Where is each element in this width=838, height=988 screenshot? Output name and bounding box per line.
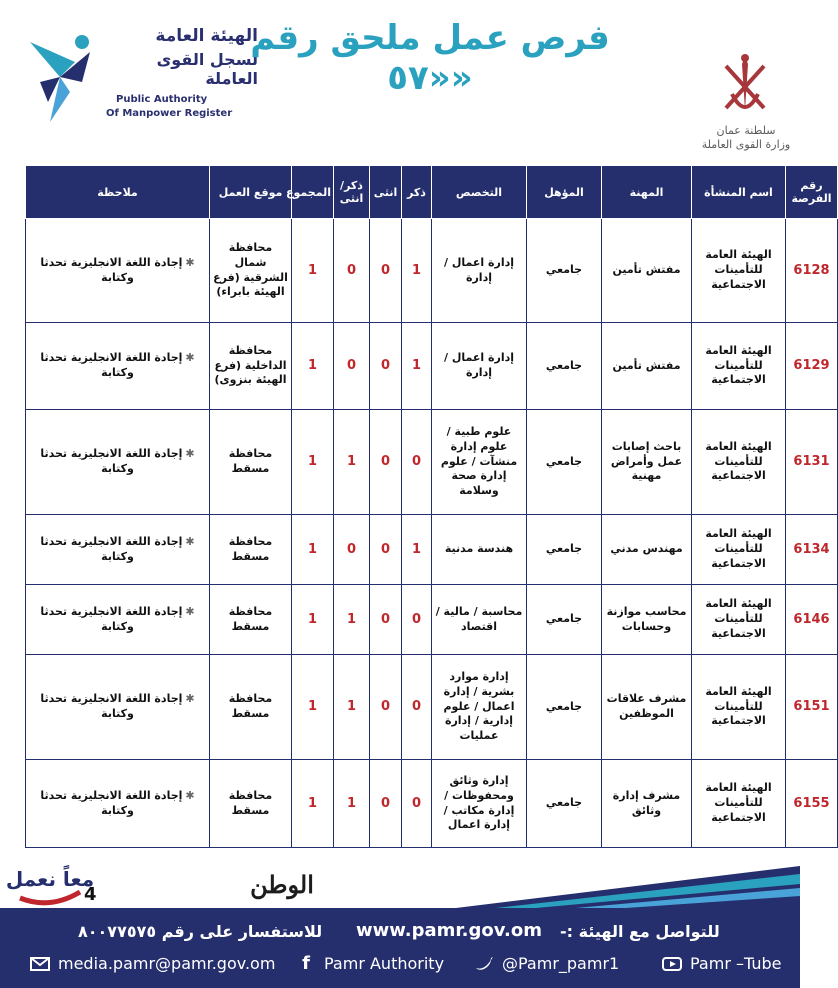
cell-qualification: جامعي bbox=[527, 655, 602, 760]
cell-location: محافظة مسقط bbox=[210, 410, 292, 515]
facebook-text: Pamr Authority bbox=[324, 954, 445, 973]
cell-id: 6131 bbox=[786, 410, 838, 515]
note-text: إجادة اللغة الانجليزية تحدثا وكتابة bbox=[40, 351, 183, 379]
cell-specialization: علوم طبية / علوم إدارة منشآت / علوم إدارة صحة وسلامة bbox=[432, 410, 527, 515]
newspaper-name: الوطن bbox=[250, 870, 314, 899]
oman-khanjar-emblem-icon bbox=[712, 50, 778, 124]
cell-male: 0 bbox=[402, 655, 432, 760]
header-male-female: ذكر/ انثى bbox=[334, 166, 370, 219]
cell-male-female: 1 bbox=[334, 585, 370, 655]
header-establishment: اسم المنشأة bbox=[692, 166, 786, 219]
table-row bbox=[26, 515, 838, 585]
newspaper-logo bbox=[234, 870, 330, 906]
cell-id: 6128 bbox=[786, 219, 838, 323]
cell-location: محافظة مسقط bbox=[210, 585, 292, 655]
cell-establishment: الهيئة العامة للتأمينات الاجتماعية bbox=[692, 585, 786, 655]
cell-male-female: 0 bbox=[334, 219, 370, 323]
cell-male: 0 bbox=[402, 585, 432, 655]
cell-female: 0 bbox=[370, 323, 402, 410]
cell-id: 6134 bbox=[786, 515, 838, 585]
table-row bbox=[26, 760, 838, 848]
cell-male-female: 0 bbox=[334, 515, 370, 585]
cell-profession: مشرف إدارة وثائق bbox=[602, 760, 692, 848]
cell-establishment: الهيئة العامة للتأمينات الاجتماعية bbox=[692, 410, 786, 515]
cell-total: 1 bbox=[292, 410, 334, 515]
cell-male: 1 bbox=[402, 323, 432, 410]
cell-male-female: 1 bbox=[334, 655, 370, 760]
table-row bbox=[26, 655, 838, 760]
cell-qualification: جامعي bbox=[527, 219, 602, 323]
table-header-row bbox=[26, 166, 838, 219]
cell-profession: مفتش تأمين bbox=[602, 323, 692, 410]
youtube-text: Pamr –Tube bbox=[690, 954, 782, 973]
pamr-name-en-line1: Public Authority bbox=[116, 94, 208, 105]
header-id: رقم الفرصة bbox=[786, 166, 838, 219]
cell-location: محافظة شمال الشرقية (فرع الهيئة بابراء) bbox=[210, 219, 292, 323]
cell-qualification: جامعي bbox=[527, 323, 602, 410]
cell-total: 1 bbox=[292, 760, 334, 848]
cell-male: 1 bbox=[402, 515, 432, 585]
jobs-table bbox=[25, 165, 838, 848]
youtube-icon bbox=[662, 955, 682, 973]
facebook-item[interactable] bbox=[296, 954, 444, 973]
table-row bbox=[26, 323, 838, 410]
cell-female: 0 bbox=[370, 655, 402, 760]
cell-specialization: إدارة اعمال / إدارة bbox=[432, 219, 527, 323]
twitter-icon bbox=[474, 955, 494, 973]
cell-notes bbox=[26, 760, 210, 848]
header-location: موقع العمل bbox=[210, 166, 292, 219]
pamr-name-ar-line1: الهيئة العامة bbox=[155, 26, 258, 46]
cell-female: 0 bbox=[370, 219, 402, 323]
cell-profession: مشرف علاقات الموظفين bbox=[602, 655, 692, 760]
cell-specialization: إدارة موارد بشرية / إدارة اعمال / علوم إدارية / إدارة عمليات bbox=[432, 655, 527, 760]
campaign-logo-text: معاً نعمل bbox=[5, 867, 95, 891]
table-row bbox=[26, 585, 838, 655]
cell-male-female: 1 bbox=[334, 410, 370, 515]
facebook-icon: f bbox=[302, 953, 310, 974]
header bbox=[0, 0, 800, 168]
cell-id: 6155 bbox=[786, 760, 838, 848]
cell-qualification: جامعي bbox=[527, 410, 602, 515]
oman-sultanate-text: سلطنة عمان bbox=[716, 124, 776, 137]
cell-establishment: الهيئة العامة للتأمينات الاجتماعية bbox=[692, 323, 786, 410]
note-text: إجادة اللغة الانجليزية تحدثا وكتابة bbox=[40, 604, 183, 633]
cell-female: 0 bbox=[370, 585, 402, 655]
cell-total: 1 bbox=[292, 515, 334, 585]
pamr-logo bbox=[20, 22, 260, 132]
pamr-name-en-line2: Of Manpower Register bbox=[106, 108, 233, 119]
cell-notes bbox=[26, 323, 210, 410]
header-total: المجموع bbox=[292, 166, 334, 219]
bullet-icon: ✱ bbox=[185, 255, 195, 269]
cell-establishment: الهيئة العامة للتأمينات الاجتماعية bbox=[692, 655, 786, 760]
cell-male: 1 bbox=[402, 219, 432, 323]
cell-location: محافظة مسقط bbox=[210, 760, 292, 848]
pamr-name-ar-line2: لسجل القوى العاملة bbox=[156, 50, 258, 88]
cell-total: 1 bbox=[292, 655, 334, 760]
email-text: media.pamr@pamr.gov.om bbox=[58, 954, 276, 973]
inquiry-number: للاستفسار على رقم ٨٠٠٧٧٥٧٥ bbox=[78, 922, 323, 941]
cell-establishment: الهيئة العامة للتأمينات الاجتماعية bbox=[692, 515, 786, 585]
cell-total: 1 bbox=[292, 323, 334, 410]
bullet-icon: ✱ bbox=[185, 604, 195, 618]
twitter-text: @Pamr_pamr1 bbox=[502, 954, 620, 973]
note-text: إجادة اللغة الانجليزية تحدثا وكتابة bbox=[40, 255, 183, 284]
youtube-item[interactable] bbox=[662, 954, 781, 973]
cell-total: 1 bbox=[292, 585, 334, 655]
cell-male: 0 bbox=[402, 410, 432, 515]
note-text: إجادة اللغة الانجليزية تحدثا وكتابة bbox=[40, 692, 183, 720]
campaign-logo-icon bbox=[5, 848, 95, 910]
header-qualification: المؤهل bbox=[527, 166, 602, 219]
cell-male-female: 0 bbox=[334, 323, 370, 410]
bullet-icon: ✱ bbox=[185, 788, 195, 802]
cell-profession: محاسب موازنة وحسابات bbox=[602, 585, 692, 655]
cell-specialization: هندسة مدنية bbox=[432, 515, 527, 585]
header-profession: المهنة bbox=[602, 166, 692, 219]
cell-notes bbox=[26, 585, 210, 655]
cell-establishment: الهيئة العامة للتأمينات الاجتماعية bbox=[692, 219, 786, 323]
oman-ministry-text: وزارة القوى العاملة bbox=[701, 138, 791, 151]
website-link[interactable]: www.pamr.gov.om bbox=[356, 920, 542, 941]
cell-id: 6151 bbox=[786, 655, 838, 760]
header-notes: ملاحظة bbox=[26, 166, 210, 219]
cell-profession: باحث إصابات عمل وأمراض مهنية bbox=[602, 410, 692, 515]
header-male: ذكر bbox=[402, 166, 432, 219]
cell-male-female: 1 bbox=[334, 760, 370, 848]
cell-notes bbox=[26, 410, 210, 515]
jobs-table-wrapper bbox=[25, 165, 832, 848]
cell-notes bbox=[26, 219, 210, 323]
note-text: إجادة اللغة الانجليزية تحدثا وكتابة bbox=[40, 534, 183, 563]
footer-bar bbox=[0, 908, 800, 988]
cell-qualification: جامعي bbox=[527, 585, 602, 655]
cell-location: محافظة مسقط bbox=[210, 515, 292, 585]
bullet-icon: ✱ bbox=[185, 534, 195, 548]
cell-specialization: محاسبة / مالية / اقتصاد bbox=[432, 585, 527, 655]
cell-id: 6129 bbox=[786, 323, 838, 410]
cell-qualification: جامعي bbox=[527, 515, 602, 585]
contact-label: للتواصل مع الهيئة :- bbox=[560, 922, 720, 941]
email-item[interactable] bbox=[30, 954, 275, 973]
header-specialization: التخصص bbox=[432, 166, 527, 219]
cell-establishment: الهيئة العامة للتأمينات الاجتماعية bbox=[692, 760, 786, 848]
cell-profession: مفتش تأمين bbox=[602, 219, 692, 323]
cell-location: محافظة الداخلية (فرع الهيئة بنزوى) bbox=[210, 323, 292, 410]
cell-female: 0 bbox=[370, 760, 402, 848]
decorative-stripes bbox=[456, 866, 800, 908]
pamr-figure-icon bbox=[20, 22, 100, 132]
table-row bbox=[26, 410, 838, 515]
cell-specialization: إدارة وثائق ومحفوظات / إدارة مكاتب / إدارة اعمال bbox=[432, 760, 527, 848]
bullet-icon: ✱ bbox=[185, 351, 195, 365]
cell-id: 6146 bbox=[786, 585, 838, 655]
email-icon bbox=[30, 955, 50, 973]
cell-notes bbox=[26, 655, 210, 760]
header-female: انثى bbox=[370, 166, 402, 219]
note-text: إجادة اللغة الانجليزية تحدثا وكتابة bbox=[40, 788, 183, 817]
cell-profession: مهندس مدني bbox=[602, 515, 692, 585]
note-text: إجادة اللغة الانجليزية تحدثا وكتابة bbox=[40, 447, 183, 475]
cell-specialization: إدارة اعمال / إدارة bbox=[432, 323, 527, 410]
cell-location: محافظة مسقط bbox=[210, 655, 292, 760]
cell-total: 1 bbox=[292, 219, 334, 323]
bullet-icon: ✱ bbox=[185, 692, 195, 706]
cell-notes bbox=[26, 515, 210, 585]
page-number: 4 bbox=[84, 884, 97, 905]
cell-female: 0 bbox=[370, 410, 402, 515]
page-title: فرص عمل ملحق رقم «٥٧» bbox=[250, 18, 610, 98]
table-row bbox=[26, 219, 838, 323]
cell-male: 0 bbox=[402, 760, 432, 848]
twitter-item[interactable] bbox=[474, 954, 619, 973]
bullet-icon: ✱ bbox=[185, 447, 195, 461]
cell-qualification: جامعي bbox=[527, 760, 602, 848]
cell-female: 0 bbox=[370, 515, 402, 585]
